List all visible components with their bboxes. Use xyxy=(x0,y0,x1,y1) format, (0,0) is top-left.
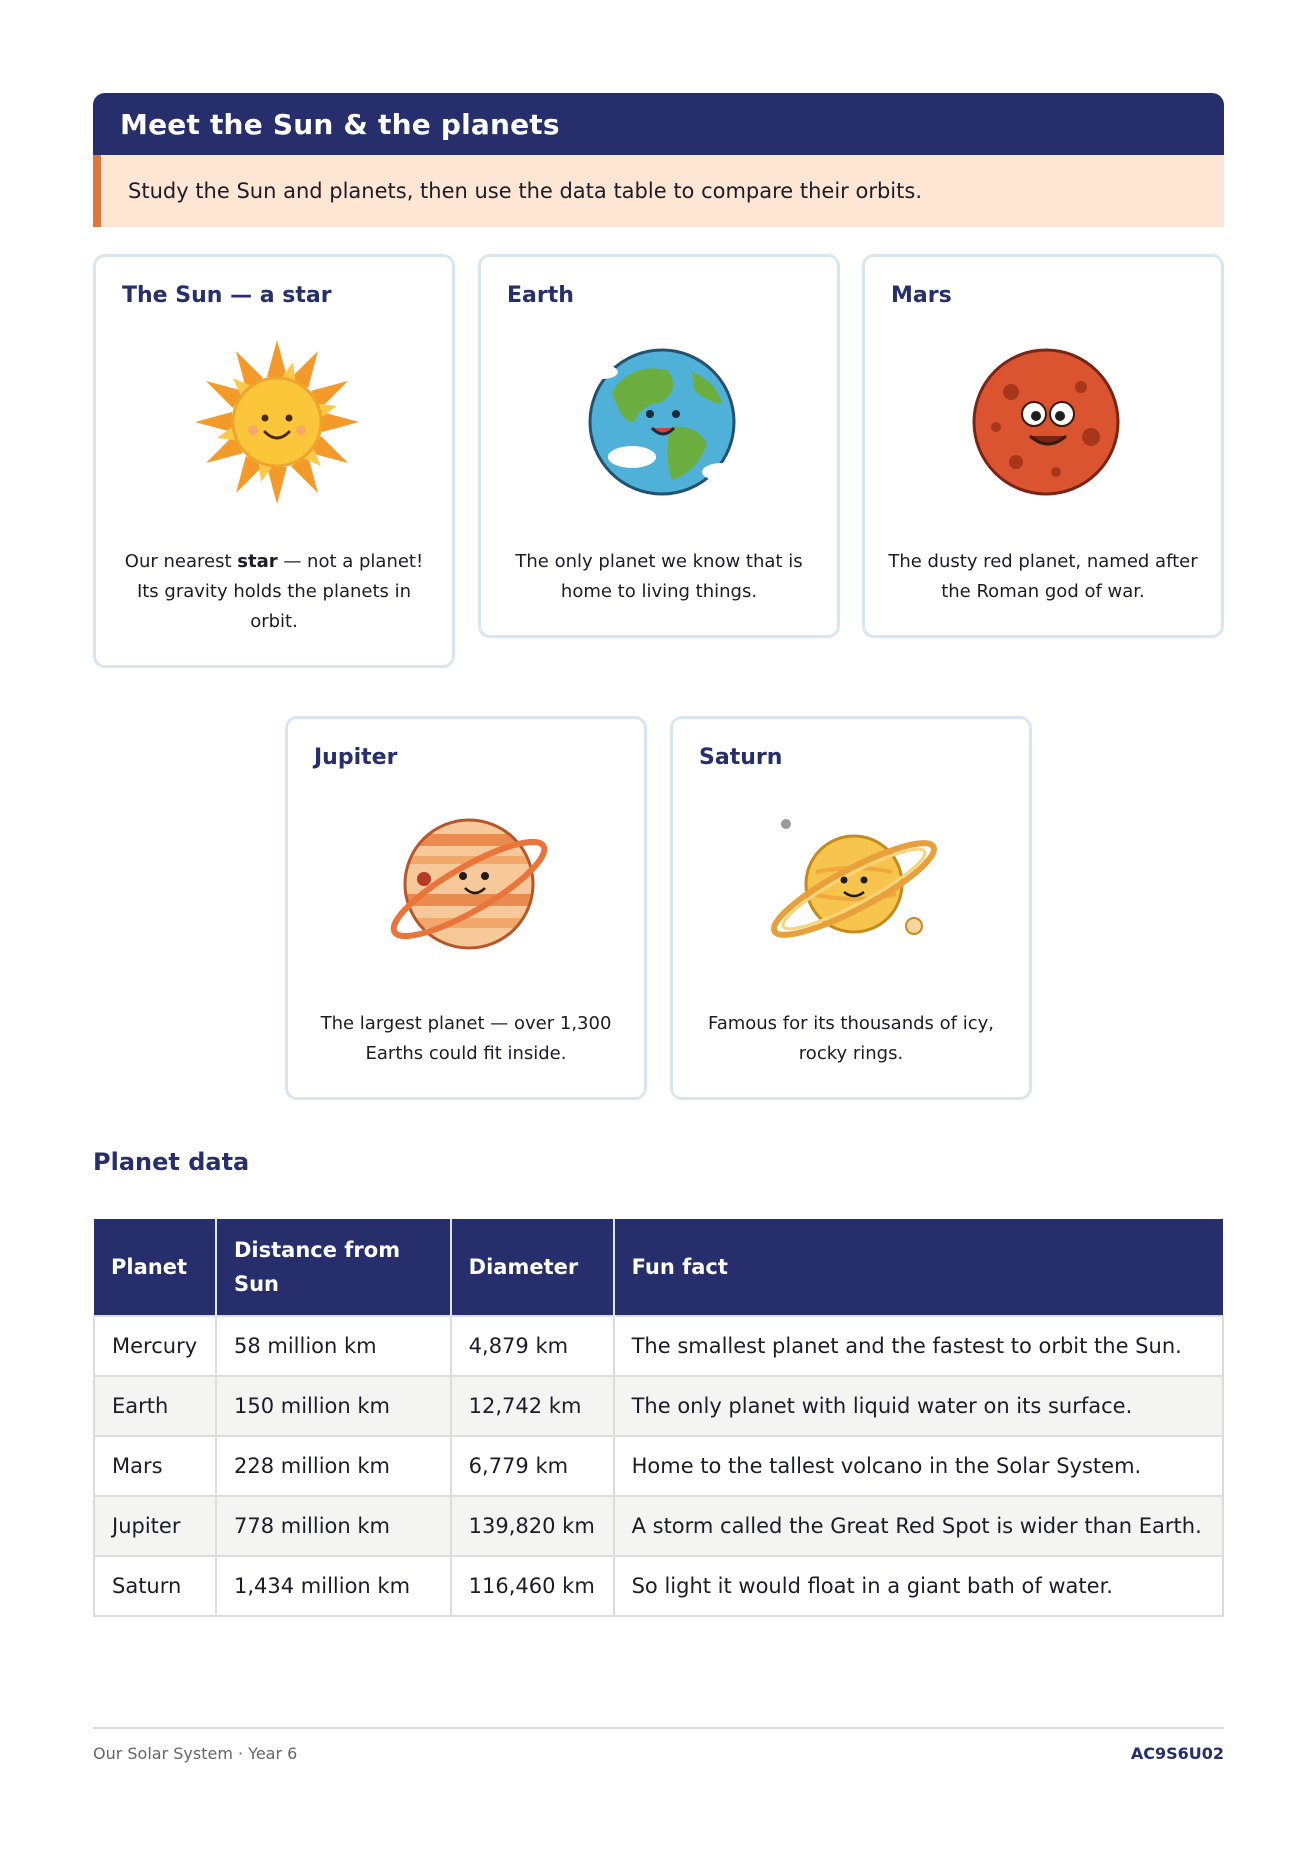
table-row xyxy=(94,1376,1223,1436)
cell-fun-fact: A storm called the Great Red Spot is wider than Earth. xyxy=(614,1496,1223,1556)
cell-distance: 150 million km xyxy=(216,1376,451,1436)
card-title: Saturn xyxy=(699,745,783,770)
cell-planet: Mars xyxy=(94,1436,216,1496)
cell-diameter: 4,879 km xyxy=(451,1316,614,1376)
saturn-icon xyxy=(764,794,944,974)
cell-fun-fact: So light it would float in a giant bath of water. xyxy=(614,1556,1223,1616)
table-row xyxy=(94,1316,1223,1376)
cell-distance: 1,434 million km xyxy=(216,1556,451,1616)
column-header-distance: Distance from Sun xyxy=(216,1219,451,1316)
cell-planet: Saturn xyxy=(94,1556,216,1616)
cell-fun-fact: Home to the tallest volcano in the Solar System. xyxy=(614,1436,1223,1496)
curriculum-code: AC9S6U02 xyxy=(1130,1744,1224,1763)
cell-fun-fact: The only planet with liquid water on its surface. xyxy=(614,1376,1223,1436)
card-title: The Sun — a star xyxy=(122,283,332,308)
card-description: Famous for its thousands of icy, rocky rings. xyxy=(708,1013,994,1064)
card-description: The only planet we know that is home to living things. xyxy=(515,551,803,602)
earth-icon xyxy=(572,332,752,512)
page-header xyxy=(93,93,1224,155)
card-title: Jupiter xyxy=(314,745,398,770)
cell-distance: 778 million km xyxy=(216,1496,451,1556)
table-row xyxy=(94,1556,1223,1616)
cell-distance: 58 million km xyxy=(216,1316,451,1376)
cell-fun-fact: The smallest planet and the fastest to orbit the Sun. xyxy=(614,1316,1223,1376)
cell-diameter: 139,820 km xyxy=(451,1496,614,1556)
table-title: Planet data xyxy=(93,1148,250,1176)
card-title: Mars xyxy=(891,283,952,308)
table-row xyxy=(94,1436,1223,1496)
cell-planet: Earth xyxy=(94,1376,216,1436)
card-title: Earth xyxy=(507,283,574,308)
card-description: The dusty red planet, named after the Roman god of war. xyxy=(888,551,1198,602)
cell-diameter: 12,742 km xyxy=(451,1376,614,1436)
table-row xyxy=(94,1496,1223,1556)
card-description: Our nearest star — not a planet! Its gravity holds the planets in orbit. xyxy=(124,551,424,632)
planet-data-table xyxy=(93,1219,1224,1617)
sun-icon xyxy=(187,332,367,512)
card-earth xyxy=(478,254,840,638)
page-title: Meet the Sun & the planets xyxy=(120,107,560,141)
card-mars xyxy=(862,254,1224,638)
card-jupiter xyxy=(285,716,647,1100)
footer-divider xyxy=(93,1727,1224,1729)
table-header-row xyxy=(94,1219,1223,1316)
cell-planet: Mercury xyxy=(94,1316,216,1376)
instruction-banner: Study the Sun and planets, then use the data table to compare their orbits. xyxy=(93,155,1224,227)
card-saturn xyxy=(670,716,1032,1100)
card-sun xyxy=(93,254,455,668)
mars-icon xyxy=(956,332,1136,512)
footer-title: Our Solar System · Year 6 xyxy=(93,1744,298,1763)
column-header-planet: Planet xyxy=(94,1219,216,1316)
cell-diameter: 116,460 km xyxy=(451,1556,614,1616)
cell-diameter: 6,779 km xyxy=(451,1436,614,1496)
cell-planet: Jupiter xyxy=(94,1496,216,1556)
cell-distance: 228 million km xyxy=(216,1436,451,1496)
column-header-fun-fact: Fun fact xyxy=(614,1219,1223,1316)
card-description: The largest planet — over 1,300 Earths could fit inside. xyxy=(320,1013,612,1064)
column-header-diameter: Diameter xyxy=(451,1219,614,1316)
jupiter-icon xyxy=(379,794,559,974)
